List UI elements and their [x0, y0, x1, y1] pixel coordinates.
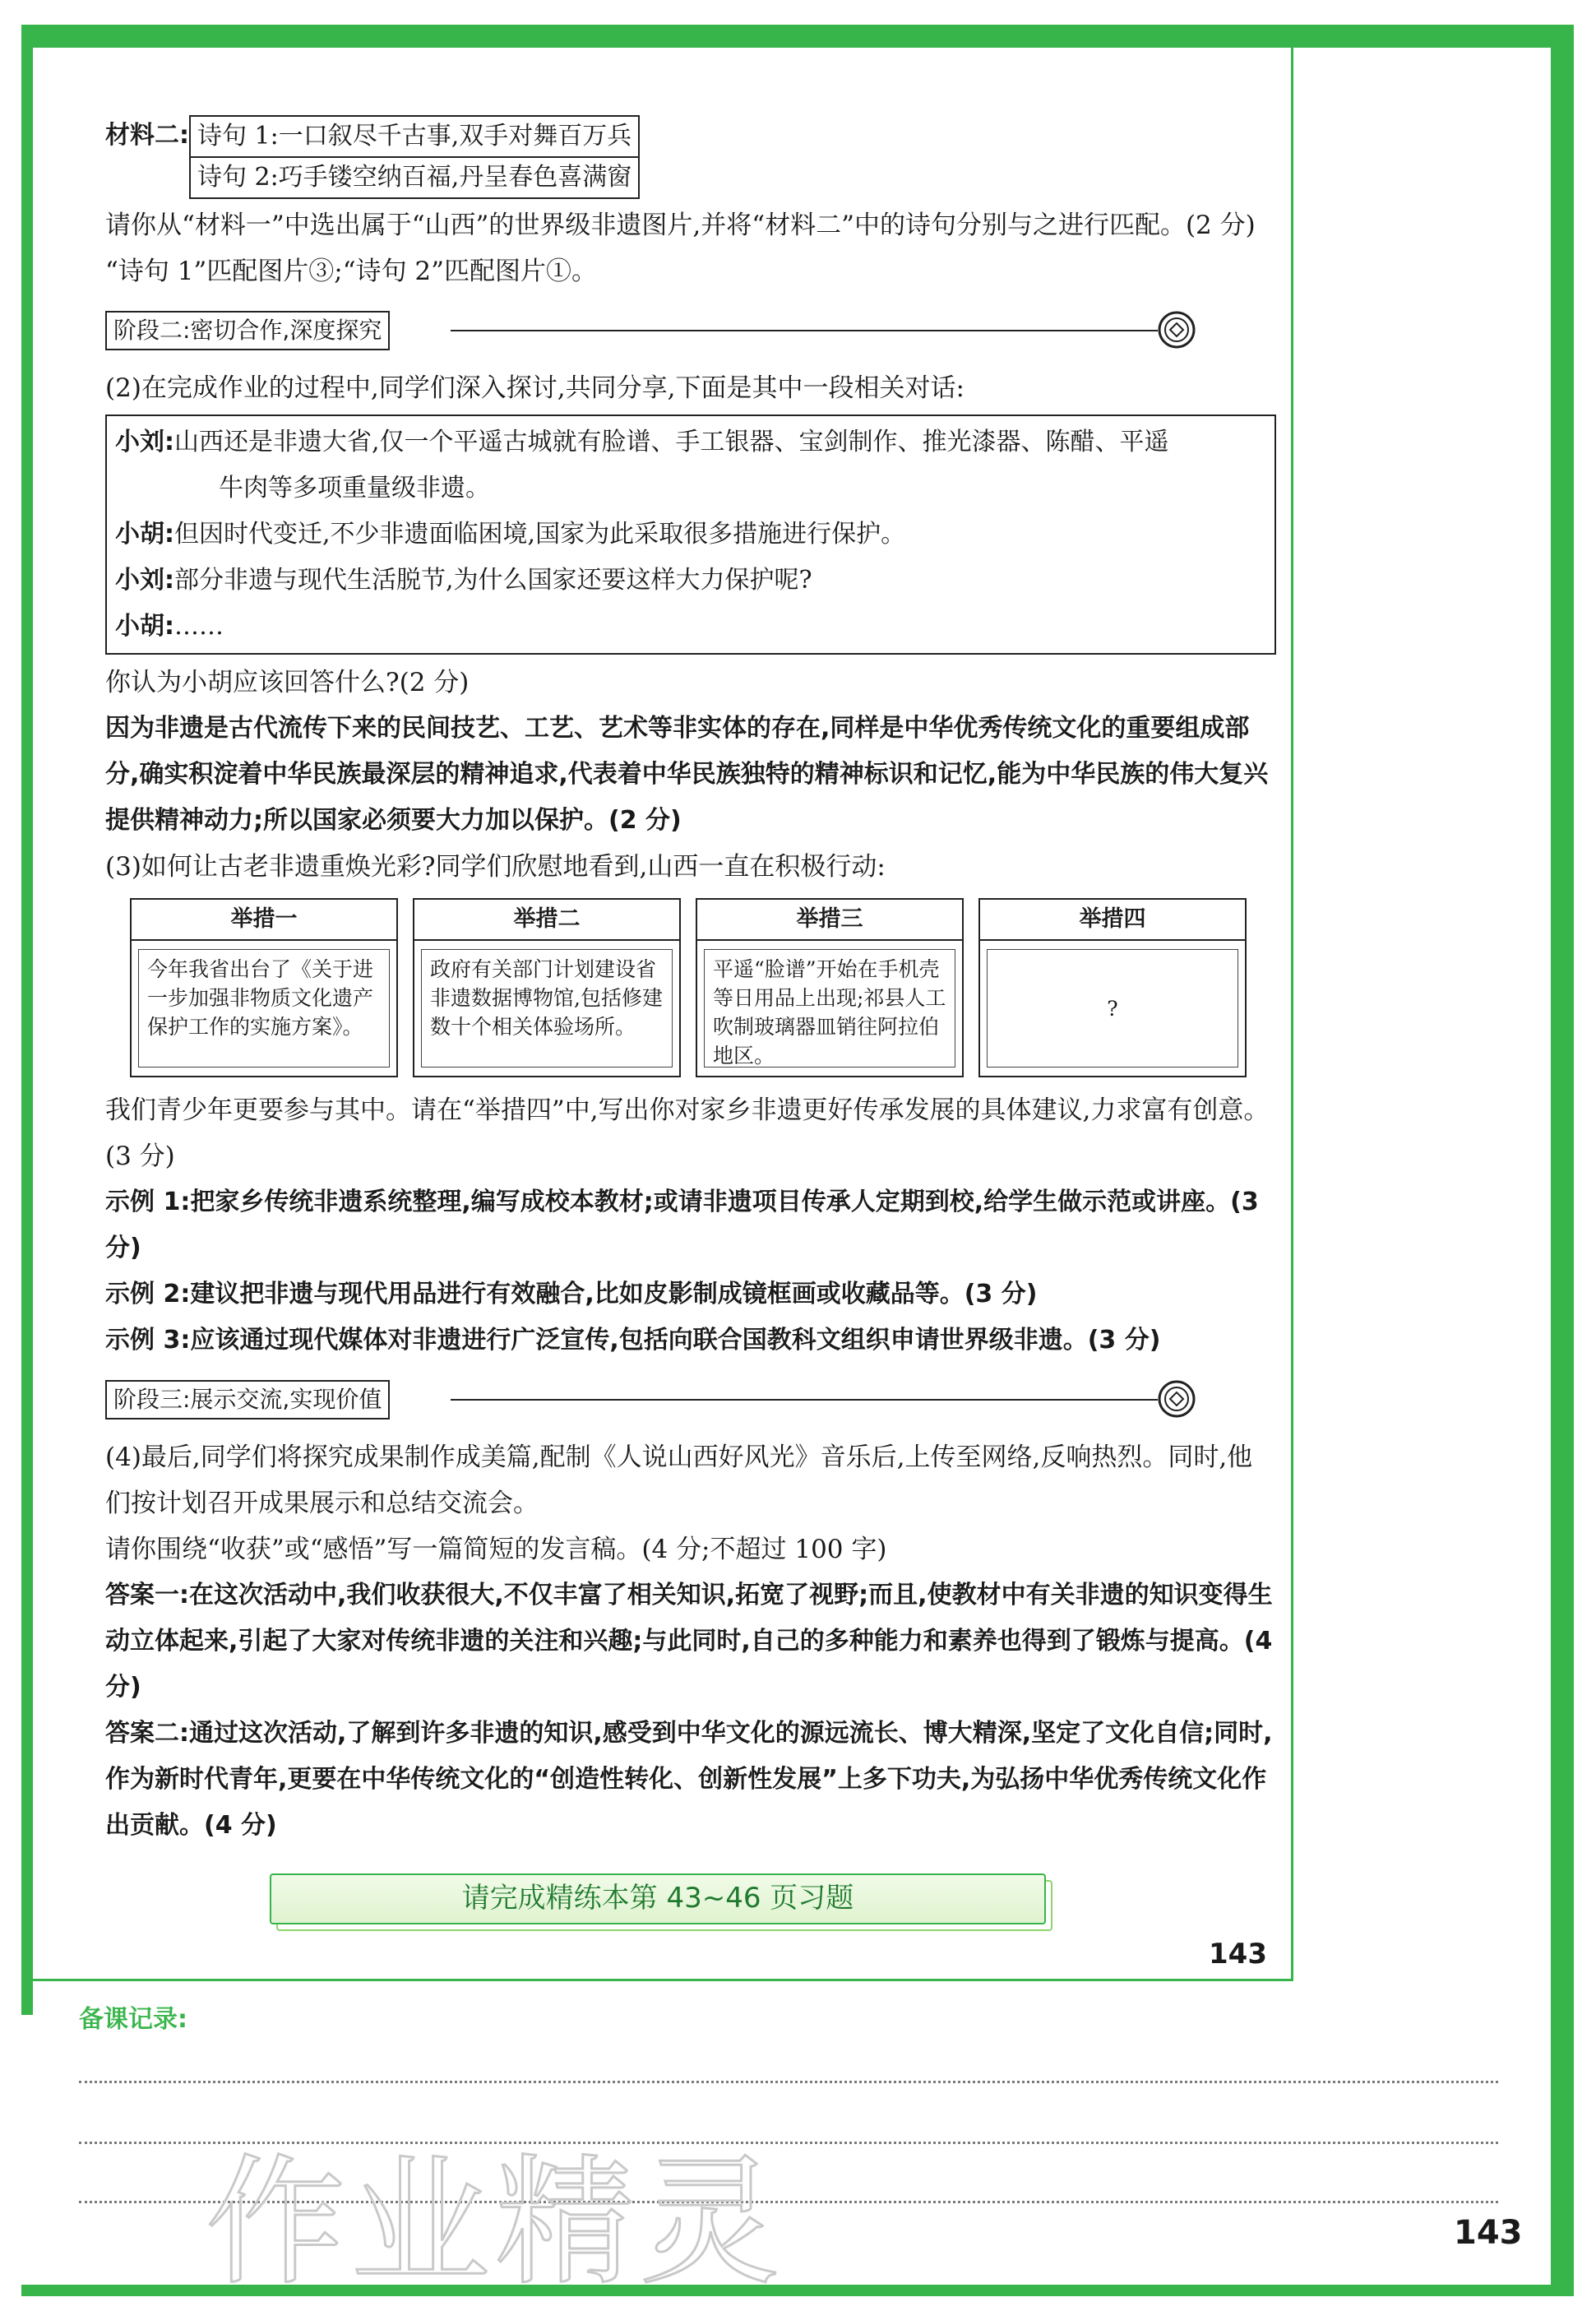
- green-frame-top: [21, 25, 1574, 48]
- stage-divider-line: [451, 330, 1158, 331]
- example-answer: 示例 3:应该通过现代媒体对非遗进行广泛宣传,包括向联合国教科文组织申请世界级非遗。(3 分): [105, 1326, 1161, 1355]
- emblem-icon: [1158, 1380, 1196, 1418]
- question-1: 请你从“材料一”中选出属于“山西”的世界级非遗图片,并将“材料二”中的诗句分别与之进行匹配。(2 分): [105, 211, 1256, 240]
- answer-2: 因为非遗是古代流传下来的民间技艺、工艺、艺术等非实体的存在,同样是中华优秀传统文化的重要组成部分,确实积淀着中华民族最深层的精神追求,代表着中华民族独特的精神标识和记忆,能为中华民族的伟大复兴提供精神动力;所以国家必须要大力加以保护。(2 分): [105, 714, 1269, 835]
- dialog-line: [115, 558, 1266, 604]
- notes-line: [79, 2081, 1498, 2083]
- inner-divider-vertical: [1291, 48, 1293, 1980]
- measure-title: 举措二: [414, 900, 679, 941]
- poem-line: 诗句 1:一口叙尽千古事,双手对舞百万兵: [197, 122, 632, 151]
- stage-2-label: 阶段二:密切合作,深度探究: [105, 311, 390, 350]
- dialog-line: [115, 419, 1266, 465]
- speaker: 小胡:: [115, 520, 174, 549]
- question-3-intro: (3)如何让古老非遗重焕光彩?同学们欣慰地看到,山西一直在积极行动:: [105, 852, 886, 882]
- stage-2-header: [105, 306, 1273, 357]
- utterance: ……: [174, 612, 224, 641]
- dialog-box: [105, 414, 1276, 655]
- banner-text: 请完成精练本第 43~46 页习题: [461, 1882, 854, 1915]
- green-frame-left: [21, 25, 33, 2015]
- notes-title: 备课记录:: [79, 2005, 187, 2034]
- measure-body: 今年我省出台了《关于进一步加强非物质文化遗产保护工作的实施方案》。: [138, 949, 390, 1068]
- question-3: 我们青少年更要参与其中。请在“举措四”中,写出你对家乡非遗更好传承发展的具体建议,力求富有创意。(3 分): [105, 1095, 1270, 1171]
- example-answer: 示例 1:把家乡传统非遗系统整理,编写成校本教材;或请非遗项目传承人定期到校,给学生做示范或讲座。(3 分): [105, 1188, 1259, 1262]
- question-4-intro: (4)最后,同学们将探究成果制作成美篇,配制《人说山西好风光》音乐后,上传至网络,反响热烈。同时,他们按计划召开成果展示和总结交流会。: [105, 1443, 1253, 1518]
- answer-4: 答案二:通过这次活动,了解到许多非遗的知识,感受到中华文化的源远流长、博大精深,坚定了文化自信;同时,作为新时代青年,更要在中华传统文化的“创造性转化、创新性发展”上多下功夫,为弘扬中华优秀传统文化作出贡献。(4 分): [105, 1719, 1273, 1840]
- question-4: 请你围绕“收获”或“感悟”写一篇简短的发言稿。(4 分;不超过 100 字): [105, 1535, 887, 1564]
- material-2-label: 材料二:: [105, 121, 189, 150]
- stage-3-label: 阶段三:展示交流,实现价值: [105, 1380, 390, 1419]
- measure-card: [696, 898, 964, 1077]
- utterance-continued: 牛肉等多项重量级非遗。: [219, 474, 490, 502]
- measures-table: [130, 898, 1273, 1077]
- green-frame-right: [1551, 25, 1574, 2295]
- stage-divider-line: [451, 1399, 1158, 1401]
- speaker: 小胡:: [115, 612, 174, 641]
- utterance: 但因时代变迁,不少非遗面临困境,国家为此采取很多措施进行保护。: [174, 520, 906, 549]
- measure-card: [978, 898, 1247, 1077]
- watermark: 作业精灵: [206, 2142, 785, 2304]
- measure-title: 举措四: [980, 900, 1245, 941]
- dialog-line: [115, 604, 1266, 650]
- exercise-banner: [270, 1873, 1051, 1924]
- answer-4: 答案一:在这次活动中,我们收获很大,不仅丰富了相关知识,拓宽了视野;而且,使教材中有关非遗的知识变得生动立体起来,引起了大家对传统非遗的关注和兴趣;与此同时,自己的多种能力和素养也得到了锻炼与提高。(4 分): [105, 1581, 1273, 1702]
- example-answer: 示例 2:建议把非遗与现代用品进行有效融合,比如皮影制成镜框画或收藏品等。(3 分): [105, 1280, 1038, 1308]
- material-2: [105, 115, 1273, 199]
- question-2-intro: (2)在完成作业的过程中,同学们深入探讨,共同分享,下面是其中一段相关对话:: [105, 373, 965, 403]
- poem-box: [189, 115, 640, 199]
- poem-line: 诗句 2:巧手镂空纳百福,丹呈春色喜满窗: [191, 156, 638, 197]
- answer-1: “诗句 1”匹配图片③;“诗句 2”匹配图片①。: [105, 257, 597, 286]
- speaker: 小刘:: [115, 428, 174, 456]
- emblem-icon: [1158, 311, 1196, 349]
- utterance: 山西还是非遗大省,仅一个平遥古城就有脸谱、手工银器、宝剑制作、推光漆器、陈醋、平遥: [174, 428, 1169, 456]
- utterance: 部分非遗与现代生活脱节,为什么国家还要这样大力保护呢?: [174, 566, 812, 595]
- dialog-line: [115, 512, 1266, 558]
- measure-title: 举措一: [132, 900, 396, 941]
- page-number-inner: 143: [1209, 1938, 1267, 1971]
- page-content: [105, 115, 1273, 1924]
- page-number-outer: 143: [1454, 2214, 1523, 2252]
- question-2: 你认为小胡应该回答什么?(2 分): [105, 668, 470, 697]
- speaker: 小刘:: [115, 566, 174, 595]
- measure-title: 举措三: [697, 900, 962, 941]
- measure-body: 平遥“脸谱”开始在手机壳等日用品上出现;祁县人工吹制玻璃器皿销往阿拉伯地区。: [704, 949, 955, 1068]
- measure-card: [130, 898, 398, 1077]
- measure-card: [413, 898, 681, 1077]
- measure-body-blank: ?: [987, 949, 1238, 1068]
- measure-body: 政府有关部门计划建设省非遗数据博物馆,包括修建数十个相关体验场所。: [421, 949, 673, 1068]
- stage-3-header: [105, 1375, 1273, 1426]
- inner-divider-horizontal: [21, 1979, 1293, 1981]
